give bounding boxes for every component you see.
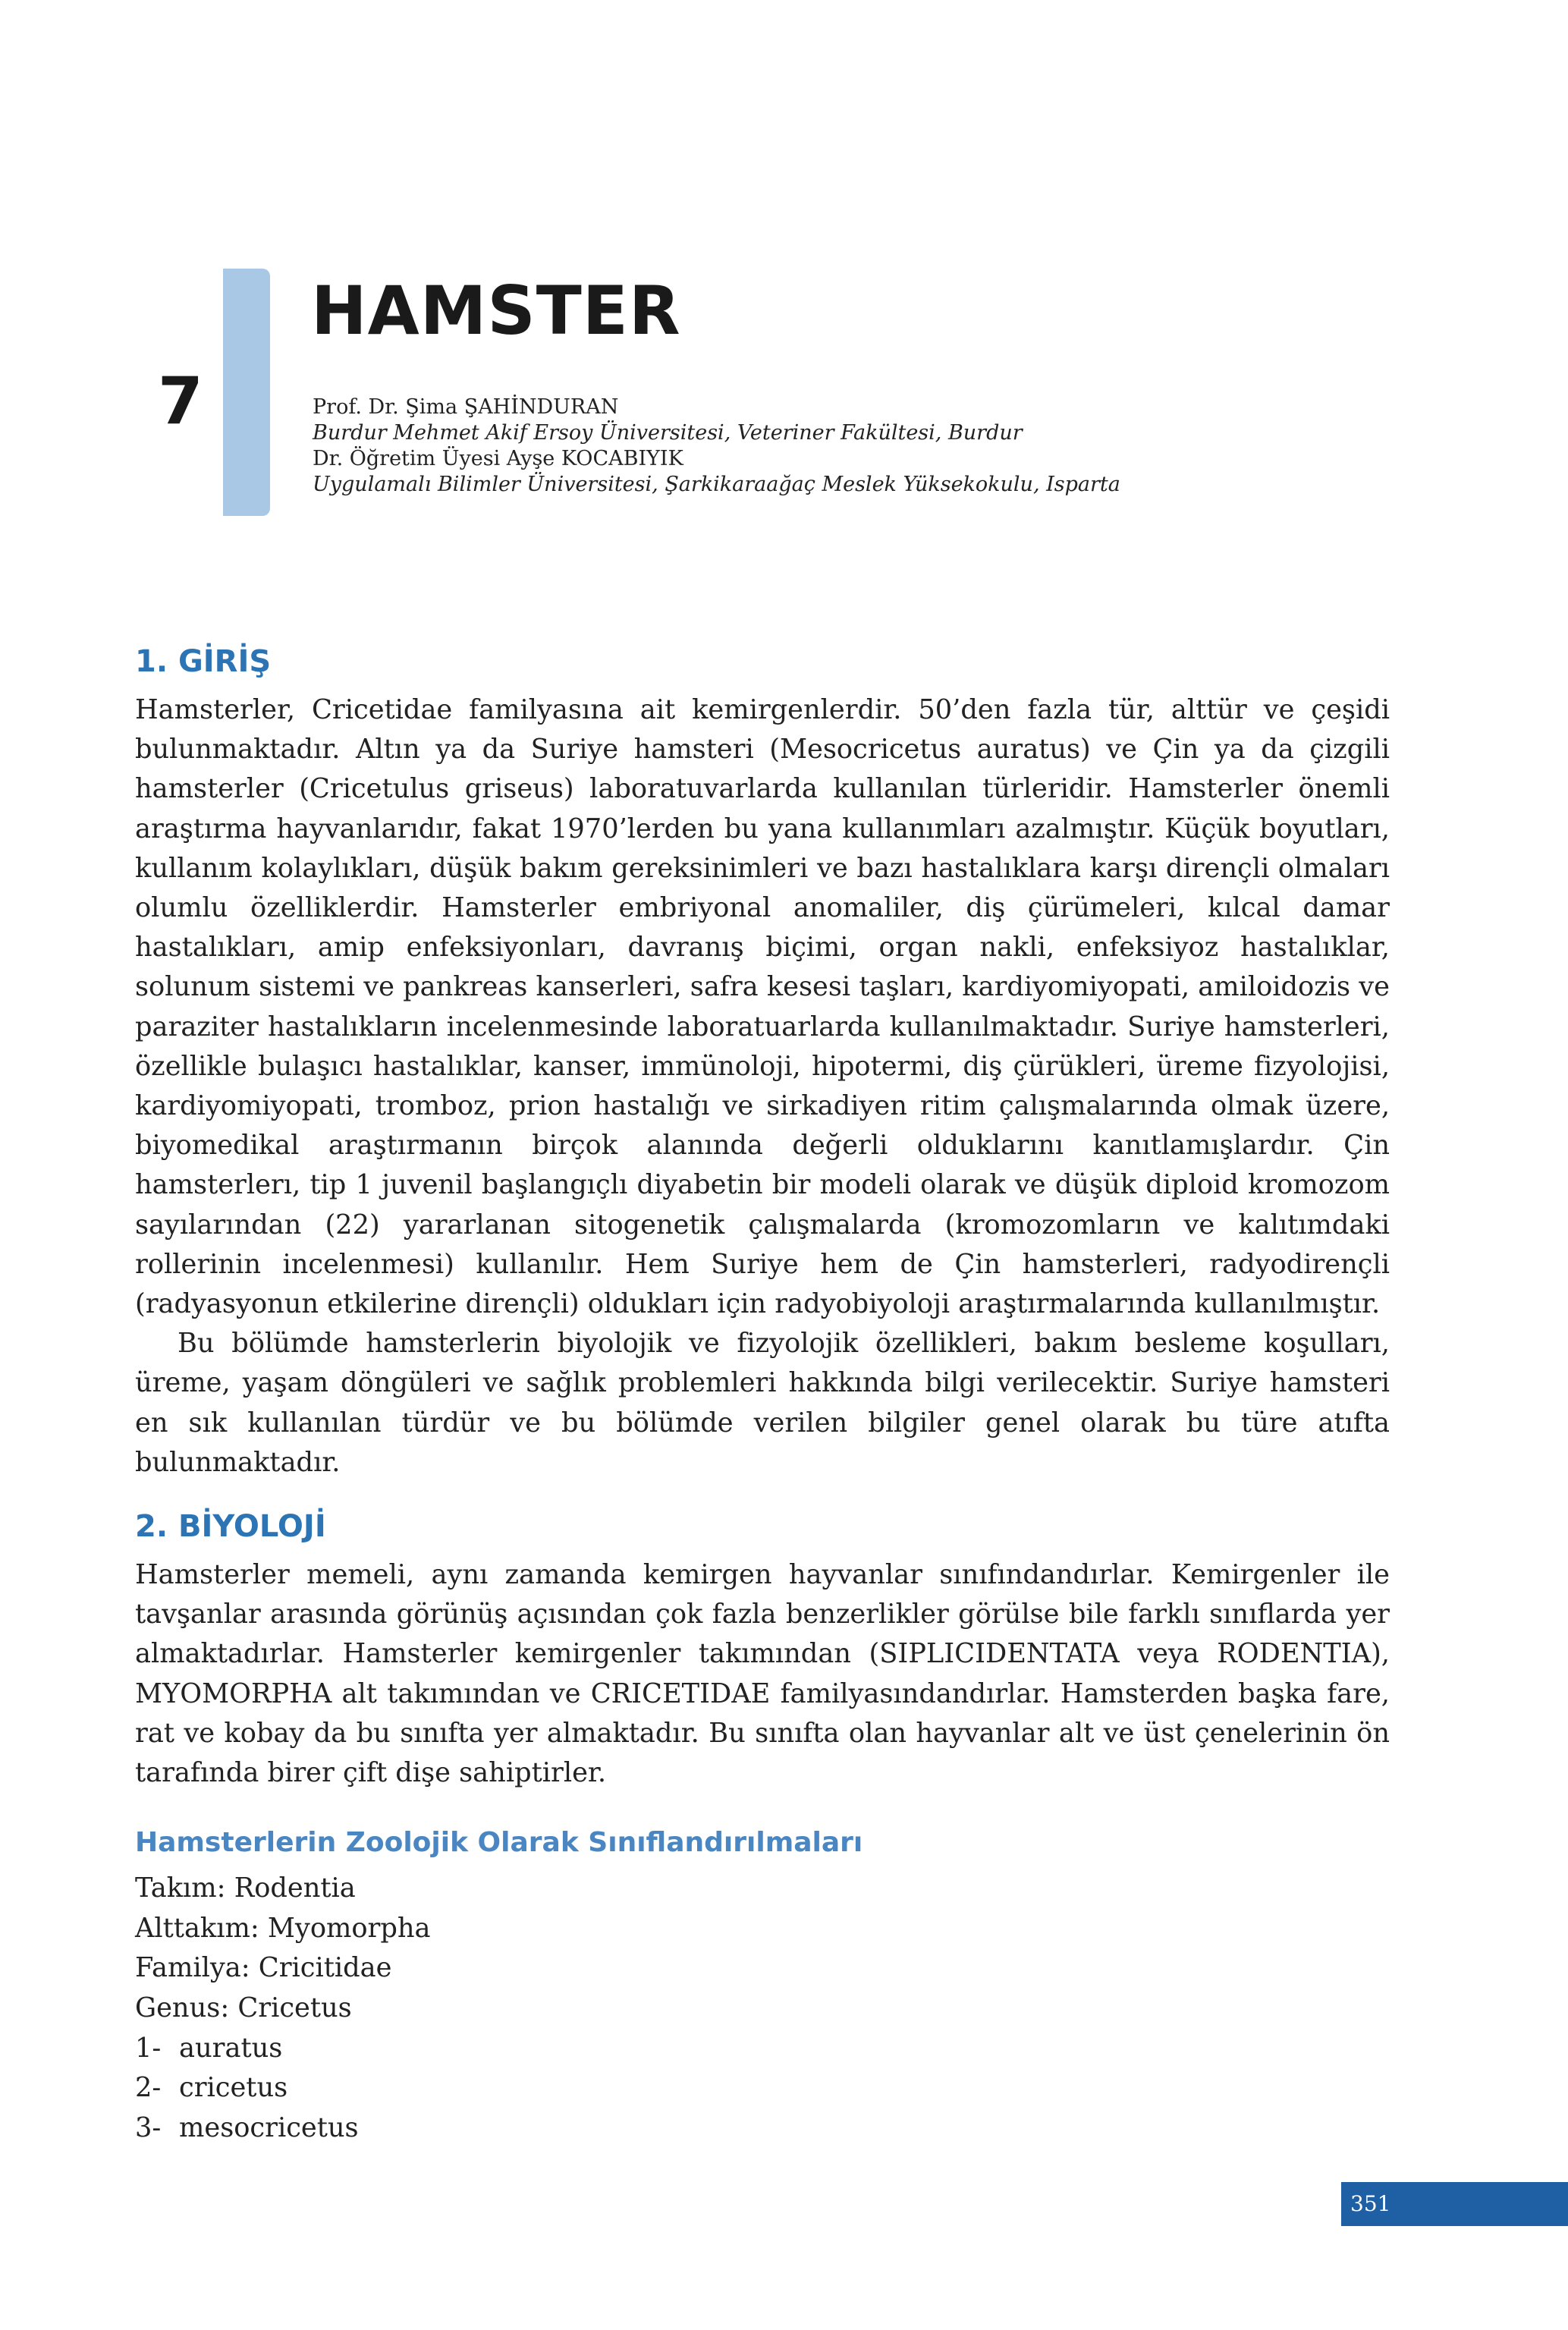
species-name: cricetus [179, 2072, 288, 2104]
page-number-box [1341, 2182, 1568, 2226]
section-heading-biology: 2. BİYOLOJİ [135, 1509, 326, 1545]
species-item [135, 2108, 1390, 2149]
classification-line: Takım: Rodentia [135, 1872, 356, 1904]
page-number: 351 [1350, 2191, 1391, 2216]
biology-paragraph: Hamsterler memeli, aynı zamanda kemirgen hayvanlar sınıfındandırlar. Kemirgenler ile tavşanlar arasında görünüş açısından çok fazla benzerlikler görülse bile farklı sınıflarda yer almaktadırlar. Hamsterler kemirgenler takımından (SIPLICIDENTATA veya RODENTIA), MYOMORPHA alt takımından ve CRICETIDAE familyasındandırlar. Hamsterden başka fare, rat ve kobay da bu sınıfta yer almaktadır. Bu sınıfta olan hayvanlar alt ve üst çenelerinin ön tarafında birer çift dişe sahiptirler. [135, 1559, 1390, 1789]
author-name: Prof. Dr. Şima ŞAHİNDURAN [313, 395, 619, 419]
species-item [135, 2068, 1390, 2108]
chapter-title: HAMSTER [311, 272, 681, 350]
species-name: mesocricetus [179, 2111, 359, 2143]
author-affiliation: Uygulamalı Bilimler Üniversitesi, Şarkikaraağaç Meslek Yüksekokulu, Isparta [313, 473, 1120, 496]
classification-line: Genus: Cricetus [135, 1992, 352, 2024]
classification-heading: Hamsterlerin Zoolojik Olarak Sınıflandırılmaları [135, 1827, 863, 1859]
classification-list [135, 1869, 1390, 2148]
author-name: Dr. Öğretim Üyesi Ayşe KOCABIYIK [313, 447, 683, 470]
author-affiliation: Burdur Mehmet Akif Ersoy Üniversitesi, Veteriner Fakültesi, Burdur [313, 421, 1023, 445]
species-number: 2- [135, 2072, 162, 2104]
intro-paragraph: Bu bölümde hamsterlerin biyolojik ve fizyolojik özellikleri, bakım besleme koşulları, üreme, yaşam döngüleri ve sağlık problemleri hakkında bilgi verilecektir. Suriye hamsteri en sık kullanılan türdür ve bu bölümde verilen bilgiler genel olarak bu türe atıfta bulunmaktadır. [135, 1328, 1390, 1478]
chapter-accent-bar [223, 269, 270, 516]
chapter-number: 7 [158, 363, 203, 439]
section-heading-intro: 1. GİRİŞ [135, 644, 272, 679]
classification-line: Familya: Cricitidae [135, 1952, 392, 1984]
species-name: auratus [179, 2032, 283, 2064]
species-number: 1- [135, 2032, 162, 2064]
classification-line: Alttakım: Myomorpha [135, 1912, 431, 1944]
intro-paragraph: Hamsterler, Cricetidae familyasına ait kemirgenlerdir. 50’den fazla tür, alttür ve çeşidi bulunmaktadır. Altın ya da Suriye hamsteri (Mesocricetus auratus) ve Çin ya da çizgili hamsterler (Cricetulus griseus) laboratuvarlarda kullanılan türleridir. Hamsterler önemli araştırma hayvanlarıdır, fakat 1970’lerden bu yana kullanımları azalmıştır. Küçük boyutları, kullanım kolaylıkları, düşük bakım gereksinimleri ve bazı hastalıklara karşı dirençli olmaları olumlu özelliklerdir. Hamsterler embriyonal anomaliler, diş çürümeleri, kılcal damar hastalıkları, amip enfeksiyonları, davranış biçimi, organ nakli, enfeksiyoz hastalıklar, solunum sistemi ve pankreas kanserleri, safra kesesi taşları, kardiyomiyopati, amiloidozis ve paraziter hastalıkların incelenmesinde laboratuarlarda kullanılmaktadır. Suriye hamsterleri, özellikle bulaşıcı hastalıklar, kanser, immünoloji, hipotermi, diş çürükleri, üreme fizyolojisi, kardiyomiyopati, tromboz, prion hastalığı ve sirkadiyen ritim çalışmalarında olmak üzere, biyomedikal araştırmanın birçok alanında değerli olduklarını kanıtlamışlardır. Çin hamsterlerı, tip 1 juvenil başlangıçlı diyabetin bir modeli olarak ve düşük diploid kromozom sayılarından (22) yararlanan sitogenetik çalışmalarda (kromozomların ve kalıtımdaki rollerinin incelenmesi) kullanılır. Hem Suriye hem de Çin hamsterleri, radyodirençli (radyasyonun etkilerine dirençli) oldukları için radyobiyoloji araştırmalarında kullanılmıştır. [135, 694, 1390, 1320]
species-number: 3- [135, 2111, 162, 2143]
species-item [135, 2029, 1390, 2069]
page-content [135, 642, 1390, 2148]
author-block [313, 395, 1120, 498]
